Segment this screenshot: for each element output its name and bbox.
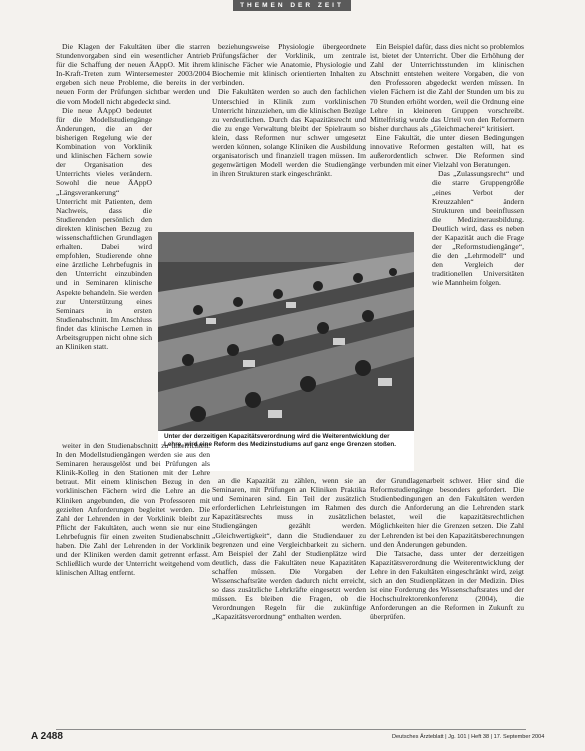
photo-illustration — [158, 232, 414, 431]
column-2-bottom — [212, 476, 366, 622]
column-3-narrow — [432, 169, 524, 287]
paragraph: Das „Zulassungsrecht“ und die starre Gruppengröße „eines Verbot der Kreuzzahlen“ ändern Strukturen und beeinflussen die Medizinerausbildung. Deutlich wird, dass es neben der Kapazität auch die Frage der „Reformstudiengänge“, die den „Lehrmodell“ und den Vergleich der traditionellen Universitäten wie Mannheim folgen. — [432, 169, 524, 288]
paragraph: Die Klagen der Fakultäten über die starren Stundenvorgaben sind ein wesentlicher Antrieb für die Schaffung der neuen ÄAppO. Mit ihrem In-Kraft-Treten zum Wintersemester 2003/2004 ergeben sich neue Probleme, die bereits in der neuen Form der Prüfungen sichtbar werden und die vom Modell nicht abgedeckt sind. — [56, 42, 210, 106]
photo-caption: Unter der derzeitigen Kapazitätsverordnung wird die Weiterentwicklung der Lehre, wird eine Reform des Medizinstudiums auf ganz enge Grenzen stoßen. — [158, 431, 414, 471]
page-number: A 2488 — [31, 731, 63, 742]
column-1-bottom — [56, 441, 210, 577]
paragraph: weiter in den Studienabschnitt zu unterrichten. In den Modellstudiengängen werden sie aus den Seminaren herausgelöst und bei Prüfungen als Klinik-Kolleg in den Stationen mit der Lehre betraut. Mit einem klinischen Bezug in den vorklinischen Fächern wird die Lehre an die Kliniken angebunden, die von Professoren mit gezielten Anforderungen begleitet werden. Die Zahl der Lehrenden in der Vorklinik bleibt zur Pflicht der Fakultäten, auch wenn sie nur eine Lehrbefugnis für einen zweiten Studienabschnitt haben. Die Zahl der Lehrenden in der Vorklinik und der Kliniken werden damit getrennt erfasst. Schließlich wurde der Unterricht weitgehend vom klinischen Alltag entfernt. — [56, 441, 210, 578]
paragraph: beziehungsweise Physiologie übergeordnete Prüfungsfächer der Vorklinik, um zentrale klinische Fächer wie Anatomie, Physiologie und Biochemie mit klinisch orientierten Inhalten zu verbinden. — [212, 42, 366, 88]
paragraph: Die Fakultäten werden so auch den fachlichen Unterschied in Klinik zum vorklinischen Unterricht hinzuziehen, um die klinischen Bezüge zu verdeutlichen. Durch das Kapazitätsrecht und die zu enge Verwaltung bleibt der Spielraum so klein, dass Reformen nur schwer umgesetzt werden können, solange Kliniken die Ausbildung organisatorisch und finanziell tragen müssen. Im gegenwärtigen Modell werden die Studiengänge in ihren Strukturen stark eingeschränkt. — [212, 87, 366, 179]
journal-citation: Deutsches Ärzteblatt | Jg. 101 | Heft 38 | 17. September 2004 — [392, 734, 545, 740]
paragraph: an die Kapazität zu zählen, wenn sie an Seminaren, mit Prüfungen an Kliniken Praktika und Seminaren sind. Ein Teil der zusätzlich erforderlichen Lehrleistungen im Rahmen des Kapazitätsrechts muss in zusätzlichen Studiengängen gezählt werden. „Gleichwertigkeit“, dann die Studiendauer zu begrenzen und eine Vergleichbarkeit zu sichern. Am Beispiel der Zahl der Studienplätze wird deutlich, dass die Fakultäten neue Kapazitäten schaffen müssen. Die Vorgaben der Wissenschaftsräte werden dadurch nicht erreicht, so dass zusätzliche Lehrkräfte eingesetzt werden müssen. Es bleiben die Fragen, ob die Verordnungen Regeln für die zukünftige „Kapazitätsverordnung“ enthalten werden. — [212, 476, 366, 622]
paragraph: Ein Beispiel dafür, dass dies nicht so problemlos ist, bietet der Unterricht. Über die Erhöhung der Zahl der Unterrichtsstunden im klinischen Abschnitt entstehen weitere Vorgaben, die von den Professoren abgedeckt werden müssen. In vielen Fächern ist die Zahl der Stunden um bis zu 70 Stunden erhöht worden, weil die Ordnung eine Lehre in kleineren Gruppen vorschreibt. Mittelfristig wurde das Urteil von den Reformern bisher durchaus als „Gleichmacherei“ kritisiert. — [370, 42, 524, 133]
paragraph: Eine Fakultät, die unter diesen Bedingungen innovative Reformen gestalten will, hat es außerordentlich schwer. Die Reformen sind verbunden mit einer Vielzahl von Beratungen. — [370, 132, 524, 170]
lecture-hall-photo — [158, 232, 414, 431]
footer-rule — [56, 729, 526, 730]
column-2-top — [212, 42, 366, 178]
paragraph: Die Tatsache, dass unter der derzeitigen Kapazitätsverordnung die Weiterentwicklung der Lehre in den Fakultäten eingeschränkt wird, zeigt sich an den Studienplätzen in der Medizin. Dies ist eine Forderung des Wissenschaftsrates und der Hochschulrektorenkonferenz (2004), die Anforderungen an die Reformen in Zukunft zu überprüfen. — [370, 548, 524, 622]
paragraph: der Grundlagenarbeit schwer. Hier sind die Reformstudiengänge besonders gefordert. Die Studienbedingungen an den Fakultäten werden durch die Anforderung an die Lehrenden stark belastet, weil die kapazitätsrechtlichen Möglichkeiten hier die Grenzen setzen. Die Zahl der Lehrenden ist bei den Kapazitätsberechnungen und den Änderungen gebunden. — [370, 476, 524, 549]
column-3-bottom — [370, 476, 524, 622]
section-header: THEMEN DER ZEIT — [233, 0, 351, 11]
paragraph: Die neue ÄAppO bedeutet für die Modellstudiengänge Änderungen, die an der bisherigen Regelung wie der Kombination von Vorklinik und klinischen Fächern sowie der Organisation des Unterrichts vieles verändern. Sowohl die neue ÄAppO „Längsverankerung“ Unterricht mit Patienten, dem Nachweis, dass die Studierenden persönlich den direkten klinischen Bezug zu wissenschaftlichen Grundlagen erhalten. Dabei wird empfohlen, Studierende ohne eine ärztliche Lehrbefugnis in den Unterricht einzubinden und in Seminaren klinische Aspekte behandeln. Sie werden zur Unterstützung eines Seminars in ersten Studienabschnitt. Im Anschluss findet das klinische Lernen in Arbeitsgruppen nicht ohne sich an Kliniken statt. — [56, 105, 152, 352]
